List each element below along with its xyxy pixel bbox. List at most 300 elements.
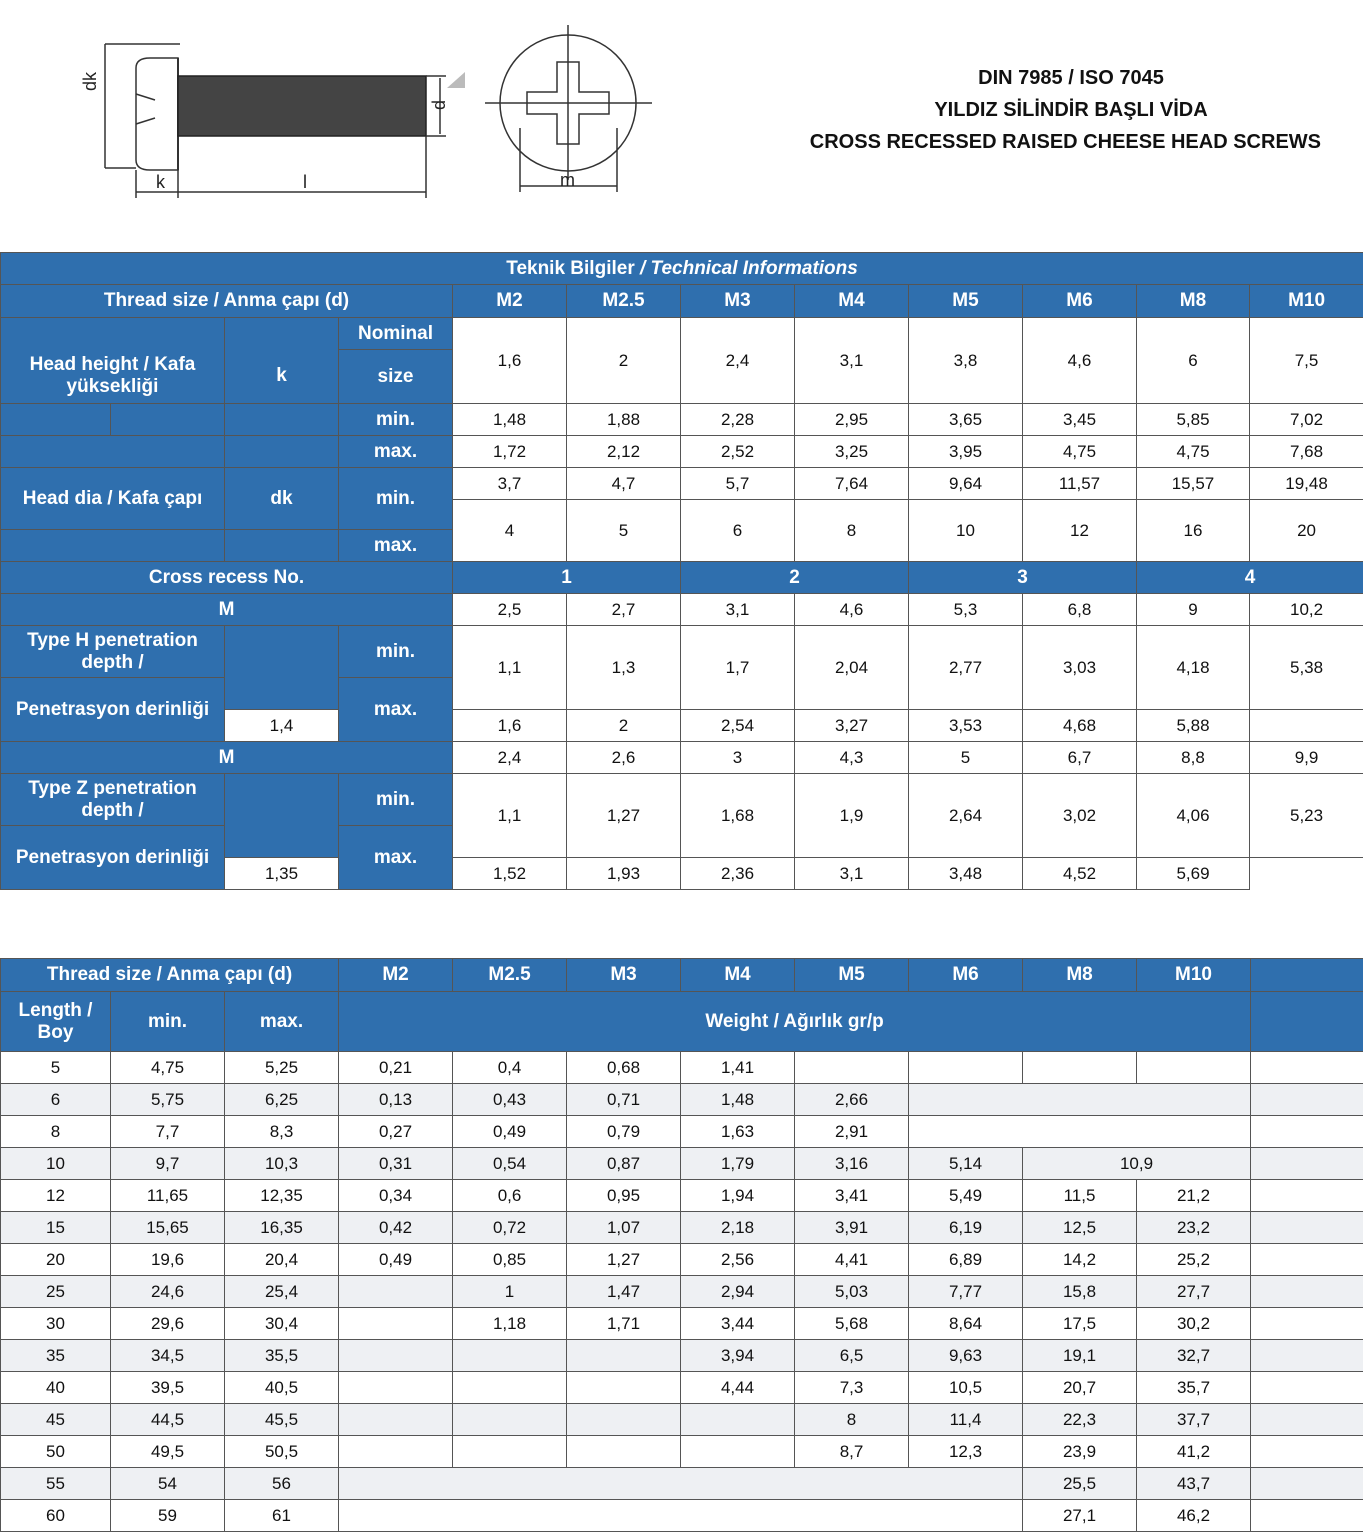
size-header-row [1, 285, 1363, 318]
weight-cell [339, 1372, 453, 1404]
type-z-m: 5 [909, 742, 1023, 774]
weight-cell: 11,5 [1023, 1180, 1137, 1212]
length-max-cell: 40,5 [225, 1372, 339, 1404]
length-cell: 20 [1, 1244, 111, 1276]
head-height-min: 3,65 [909, 404, 1023, 436]
type-z-min: 1,27 [567, 774, 681, 858]
head-height-max: 4,75 [1023, 436, 1137, 468]
size-col: M2.5 [453, 959, 567, 992]
type-h-max: 3,53 [909, 710, 1023, 742]
weight-cell: 0,21 [339, 1052, 453, 1084]
weight-row [1, 1340, 1363, 1372]
head-height-min: 1,48 [453, 404, 567, 436]
type-h-m: 4,6 [795, 594, 909, 626]
weight-row [1, 1404, 1363, 1436]
weight-cell: 0,6 [453, 1180, 567, 1212]
weight-cell: 1,79 [681, 1148, 795, 1180]
weight-cell: 1,48 [681, 1084, 795, 1116]
size-col: M8 [1023, 959, 1137, 992]
type-z-max: 3,1 [795, 858, 909, 890]
weight-cell [1137, 1052, 1251, 1084]
size-col: M2 [453, 285, 567, 318]
weight-cell: 0,42 [339, 1212, 453, 1244]
type-z-m: 8,8 [1137, 742, 1250, 774]
weight-row [1, 1052, 1363, 1084]
weight-cell: 5,49 [909, 1180, 1023, 1212]
length-max-cell: 45,5 [225, 1404, 339, 1436]
size-col: M6 [909, 959, 1023, 992]
title-block [761, 62, 1321, 158]
weight-cell: 3,94 [681, 1340, 795, 1372]
weight-cell: 2,94 [681, 1276, 795, 1308]
length-cell: 12 [1, 1180, 111, 1212]
length-max-cell: 6,25 [225, 1084, 339, 1116]
head-dia-min: 4,7 [567, 468, 681, 500]
weight-cell: 25,5 [1023, 1468, 1137, 1500]
weight-cell: 15,8 [1023, 1276, 1137, 1308]
weight-cell: 37,7 [1137, 1404, 1251, 1436]
weight-cell: 1,27 [567, 1244, 681, 1276]
screw-drawing [0, 0, 700, 240]
type-z-m: 3 [681, 742, 795, 774]
weight-row [1, 1084, 1363, 1116]
weight-cell [453, 1372, 567, 1404]
head-height-nominal: 4,6 [1023, 318, 1137, 404]
type-z-max: 1,93 [567, 858, 681, 890]
weight-cell: 1 [453, 1276, 567, 1308]
max-label: max. [339, 530, 453, 562]
weight-cell [909, 1084, 1251, 1116]
head-height-max: 4,75 [1137, 436, 1250, 468]
weight-cell [339, 1340, 453, 1372]
nominal-label: Nominal [339, 318, 453, 350]
length-max-label: max. [225, 992, 339, 1052]
head-dia-min: 9,64 [909, 468, 1023, 500]
weight-cell: 3,91 [795, 1212, 909, 1244]
cross-recess-value: 3 [909, 562, 1137, 594]
head-height-symbol: k [225, 350, 339, 404]
weight-cell: 0,34 [339, 1180, 453, 1212]
type-h-max: 2,54 [681, 710, 795, 742]
cross-recess-value: 1 [453, 562, 681, 594]
type-h-min: 1,1 [453, 626, 567, 710]
weight-cell: 1,07 [567, 1212, 681, 1244]
weight-cell: 5,03 [795, 1276, 909, 1308]
weight-cell [795, 1052, 909, 1084]
dim-m: m [560, 170, 575, 190]
weight-cell: 8,7 [795, 1436, 909, 1468]
max-label: max. [339, 826, 453, 890]
type-h-m: 9 [1137, 594, 1250, 626]
type-z-max: 2,36 [681, 858, 795, 890]
weight-cell: 12,3 [909, 1436, 1023, 1468]
length-cell: 35 [1, 1340, 111, 1372]
length-cell: 8 [1, 1116, 111, 1148]
head-height-max: 3,95 [909, 436, 1023, 468]
head-height-nominal: 2 [567, 318, 681, 404]
type-z-m-label: M [1, 742, 453, 774]
weight-cell: 3,44 [681, 1308, 795, 1340]
weight-cell: 2,56 [681, 1244, 795, 1276]
head-dia-max: 5 [567, 500, 681, 562]
weight-cell: 23,2 [1137, 1212, 1251, 1244]
min-label: min. [339, 774, 453, 826]
type-z-label-tr: Penetrasyon derinliği [1, 826, 225, 890]
weight-cell: 2,18 [681, 1212, 795, 1244]
head-height-min: 5,85 [1137, 404, 1250, 436]
type-z-max: 1,52 [453, 858, 567, 890]
type-h-max: 5,88 [1137, 710, 1250, 742]
weight-cell [339, 1276, 453, 1308]
type-z-max: 3,48 [909, 858, 1023, 890]
head-height-nominal: 1,6 [453, 318, 567, 404]
size-col: M6 [1023, 285, 1137, 318]
head-height-min: 2,95 [795, 404, 909, 436]
cross-recess-value: 2 [681, 562, 909, 594]
weight-cell: 20,7 [1023, 1372, 1137, 1404]
length-cell: 50 [1, 1436, 111, 1468]
size-label: size [339, 350, 453, 404]
size-col: M3 [567, 959, 681, 992]
head-dia-min: 15,57 [1137, 468, 1250, 500]
length-min-cell: 39,5 [111, 1372, 225, 1404]
size-col: M4 [795, 285, 909, 318]
weight-cell: 6,89 [909, 1244, 1023, 1276]
size-col: M2 [339, 959, 453, 992]
weight-cell [453, 1404, 567, 1436]
head-dia-max: 16 [1137, 500, 1250, 562]
length-min-cell: 7,7 [111, 1116, 225, 1148]
weight-cell: 27,7 [1137, 1276, 1251, 1308]
weight-cell [453, 1340, 567, 1372]
technical-heading-tr: Teknik Bilgiler [506, 258, 640, 279]
weight-cell: 0,95 [567, 1180, 681, 1212]
type-z-max: 5,69 [1137, 858, 1250, 890]
size-col: M10 [1137, 959, 1251, 992]
weight-cell: 0,72 [453, 1212, 567, 1244]
length-min-cell: 24,6 [111, 1276, 225, 1308]
type-h-min: 2,77 [909, 626, 1023, 710]
weight-cell: 0,27 [339, 1116, 453, 1148]
weight-cell [567, 1340, 681, 1372]
head-height-max: 7,68 [1250, 436, 1363, 468]
type-h-m: 10,2 [1250, 594, 1363, 626]
weight-cell [681, 1436, 795, 1468]
weight-cell: 0,49 [339, 1244, 453, 1276]
length-min-cell: 29,6 [111, 1308, 225, 1340]
head-dia-min: 7,64 [795, 468, 909, 500]
type-h-m: 6,8 [1023, 594, 1137, 626]
weight-row [1, 1500, 1363, 1532]
length-min-cell: 15,65 [111, 1212, 225, 1244]
type-z-m: 4,3 [795, 742, 909, 774]
weight-cell: 0,31 [339, 1148, 453, 1180]
length-min-cell: 19,6 [111, 1244, 225, 1276]
weight-cell: 1,63 [681, 1116, 795, 1148]
type-h-m: 2,7 [567, 594, 681, 626]
head-height-max: 1,72 [453, 436, 567, 468]
length-cell: 10 [1, 1148, 111, 1180]
weight-cell: 0,4 [453, 1052, 567, 1084]
length-max-cell: 35,5 [225, 1340, 339, 1372]
weight-cell: 4,41 [795, 1244, 909, 1276]
weight-cell: 0,49 [453, 1116, 567, 1148]
length-max-cell: 30,4 [225, 1308, 339, 1340]
weight-cell [567, 1404, 681, 1436]
length-cell: 15 [1, 1212, 111, 1244]
weight-cell: 35,7 [1137, 1372, 1251, 1404]
weight-row [1, 1148, 1363, 1180]
type-z-max: 4,52 [1023, 858, 1137, 890]
size-col: M3 [681, 285, 795, 318]
type-z-min: 4,06 [1137, 774, 1250, 858]
length-min-cell: 44,5 [111, 1404, 225, 1436]
weight-cell: 30,2 [1137, 1308, 1251, 1340]
title-standard: DIN 7985 / ISO 7045 [761, 62, 1321, 94]
weight-cell: 9,63 [909, 1340, 1023, 1372]
length-max-cell: 25,4 [225, 1276, 339, 1308]
dim-k: k [156, 172, 166, 192]
type-z-min: 1,9 [795, 774, 909, 858]
weight-cell: 0,54 [453, 1148, 567, 1180]
weight-cell: 3,41 [795, 1180, 909, 1212]
weight-cell: 23,9 [1023, 1436, 1137, 1468]
weight-label: Weight / Ağırlık gr/p [339, 992, 1251, 1052]
head-height-nominal: 3,1 [795, 318, 909, 404]
type-h-max: 2 [567, 710, 681, 742]
max-label: max. [339, 436, 453, 468]
length-min-cell: 34,5 [111, 1340, 225, 1372]
head-dia-max: 20 [1250, 500, 1363, 562]
weight-cell [453, 1436, 567, 1468]
head-height-min: 7,02 [1250, 404, 1363, 436]
head-dia-max: 6 [681, 500, 795, 562]
type-z-m: 6,7 [1023, 742, 1137, 774]
weight-cell [1023, 1052, 1137, 1084]
weight-cell: 46,2 [1137, 1500, 1251, 1532]
weight-row [1, 1372, 1363, 1404]
size-col: M8 [1137, 285, 1250, 318]
type-z-m: 2,4 [453, 742, 567, 774]
cross-recess-label: Cross recess No. [1, 562, 453, 594]
weight-cell: 0,13 [339, 1084, 453, 1116]
weight-cell: 27,1 [1023, 1500, 1137, 1532]
title-turkish: YILDIZ SİLİNDİR BAŞLI VİDA [761, 94, 1321, 126]
head-dia-min: 3,7 [453, 468, 567, 500]
length-max-cell: 50,5 [225, 1436, 339, 1468]
min-label: min. [339, 626, 453, 678]
length-min-cell: 4,75 [111, 1052, 225, 1084]
weight-cell: 43,7 [1137, 1468, 1251, 1500]
screw-top-view [485, 25, 652, 192]
head-height-min: 1,88 [567, 404, 681, 436]
head-height-nominal: 6 [1137, 318, 1250, 404]
type-h-min: 2,04 [795, 626, 909, 710]
weight-row [1, 1308, 1363, 1340]
weight-cell [909, 1052, 1023, 1084]
weight-cell: 22,3 [1023, 1404, 1137, 1436]
size-col: M4 [681, 959, 795, 992]
weight-table [0, 958, 1363, 1532]
length-min-cell: 9,7 [111, 1148, 225, 1180]
weight-cell [567, 1372, 681, 1404]
weight-cell: 0,85 [453, 1244, 567, 1276]
technical-heading [1, 253, 1363, 285]
weight-cell: 0,68 [567, 1052, 681, 1084]
length-max-cell: 16,35 [225, 1212, 339, 1244]
type-h-label-tr: Penetrasyon derinliği [1, 678, 225, 742]
weight-row [1, 1468, 1363, 1500]
head-dia-symbol: dk [225, 468, 339, 530]
type-z-max: 1,35 [225, 858, 339, 890]
type-z-label: Type Z penetration depth / [1, 774, 225, 826]
length-min-cell: 59 [111, 1500, 225, 1532]
thread-size-label: Thread size / Anma çapı (d) [1, 285, 453, 318]
weight-cell: 1,71 [567, 1308, 681, 1340]
size-col: M5 [795, 959, 909, 992]
length-max-cell: 61 [225, 1500, 339, 1532]
length-cell: 45 [1, 1404, 111, 1436]
head-dia-max: 4 [453, 500, 567, 562]
weight-cell: 5,14 [909, 1148, 1023, 1180]
length-min-cell: 11,65 [111, 1180, 225, 1212]
weight-cell: 7,77 [909, 1276, 1023, 1308]
head-height-nominal: 2,4 [681, 318, 795, 404]
head-dia-min: 11,57 [1023, 468, 1137, 500]
weight-cell: 21,2 [1137, 1180, 1251, 1212]
weight-cell: 0,87 [567, 1148, 681, 1180]
weight-cell: 11,4 [909, 1404, 1023, 1436]
min-label: min. [339, 468, 453, 530]
length-max-cell: 12,35 [225, 1180, 339, 1212]
title-english: CROSS RECESSED RAISED CHEESE HEAD SCREWS [761, 126, 1321, 158]
length-min-label: min. [111, 992, 225, 1052]
technical-heading-en: / Technical Informations [640, 258, 858, 279]
type-z-min: 1,68 [681, 774, 795, 858]
length-label: Length / Boy [1, 992, 111, 1052]
head-height-nominal: 3,8 [909, 318, 1023, 404]
length-max-cell: 10,3 [225, 1148, 339, 1180]
head-dia-max: 12 [1023, 500, 1137, 562]
weight-cell: 19,1 [1023, 1340, 1137, 1372]
weight-cell: 8,64 [909, 1308, 1023, 1340]
length-cell: 5 [1, 1052, 111, 1084]
weight-cell: 4,44 [681, 1372, 795, 1404]
type-h-min: 5,38 [1250, 626, 1363, 710]
weight-cell: 12,5 [1023, 1212, 1137, 1244]
head-dia-min: 19,48 [1250, 468, 1363, 500]
size-col: M2.5 [567, 285, 681, 318]
head-dia-min: 5,7 [681, 468, 795, 500]
dim-dk: dk [80, 71, 100, 91]
length-cell: 55 [1, 1468, 111, 1500]
head-dia-max: 10 [909, 500, 1023, 562]
technical-table [0, 252, 1363, 890]
length-min-cell: 49,5 [111, 1436, 225, 1468]
weight-row [1, 1244, 1363, 1276]
type-z-min: 3,02 [1023, 774, 1137, 858]
type-h-max: 3,27 [795, 710, 909, 742]
weight-cell: 0,43 [453, 1084, 567, 1116]
weight-cell: 2,66 [795, 1084, 909, 1116]
length-cell: 30 [1, 1308, 111, 1340]
weight-row [1, 1116, 1363, 1148]
weight-cell: 3,16 [795, 1148, 909, 1180]
length-min-cell: 5,75 [111, 1084, 225, 1116]
weight-cell [339, 1308, 453, 1340]
weight-row [1, 1436, 1363, 1468]
length-cell: 25 [1, 1276, 111, 1308]
weight-cell: 1,94 [681, 1180, 795, 1212]
head-height-min: 3,45 [1023, 404, 1137, 436]
weight-size-row [1, 959, 1363, 992]
type-z-m: 2,6 [567, 742, 681, 774]
type-z-min: 1,1 [453, 774, 567, 858]
weight-row [1, 1180, 1363, 1212]
length-cell: 60 [1, 1500, 111, 1532]
weight-cell [567, 1436, 681, 1468]
weight-cell: 17,5 [1023, 1308, 1137, 1340]
weight-cell [339, 1500, 1023, 1532]
length-max-cell: 20,4 [225, 1244, 339, 1276]
weight-cell: 5,68 [795, 1308, 909, 1340]
length-min-cell: 54 [111, 1468, 225, 1500]
weight-row [1, 1276, 1363, 1308]
weight-cell: 0,79 [567, 1116, 681, 1148]
type-z-m: 9,9 [1250, 742, 1363, 774]
type-h-m: 2,5 [453, 594, 567, 626]
head-dia-max: 8 [795, 500, 909, 562]
weight-cell: 6,19 [909, 1212, 1023, 1244]
weight-cell: 25,2 [1137, 1244, 1251, 1276]
weight-cell [681, 1404, 795, 1436]
weight-thread-label: Thread size / Anma çapı (d) [1, 959, 339, 992]
type-h-m: 3,1 [681, 594, 795, 626]
type-h-min: 1,3 [567, 626, 681, 710]
head-height-max: 2,12 [567, 436, 681, 468]
weight-cell: 14,2 [1023, 1244, 1137, 1276]
weight-cell: 1,18 [453, 1308, 567, 1340]
head-height-min: 2,28 [681, 404, 795, 436]
size-col: M10 [1250, 285, 1363, 318]
weight-cell: 0,71 [567, 1084, 681, 1116]
type-h-max: 4,68 [1023, 710, 1137, 742]
type-z-min: 5,23 [1250, 774, 1363, 858]
head-height-nominal: 7,5 [1250, 318, 1363, 404]
weight-cell: 1,41 [681, 1052, 795, 1084]
type-h-min: 3,03 [1023, 626, 1137, 710]
weight-cell: 10,5 [909, 1372, 1023, 1404]
weight-cell [339, 1404, 453, 1436]
dim-d: d [429, 100, 449, 110]
dim-l: l [303, 172, 307, 192]
head-height-label: Head height / Kafa yüksekliği [1, 350, 225, 404]
type-h-max: 1,6 [453, 710, 567, 742]
type-h-min: 1,7 [681, 626, 795, 710]
head-height-max: 2,52 [681, 436, 795, 468]
type-h-max: 1,4 [225, 710, 339, 742]
type-h-m-label: M [1, 594, 453, 626]
weight-cell: 10,9 [1023, 1148, 1251, 1180]
weight-cell [339, 1436, 453, 1468]
type-h-m: 5,3 [909, 594, 1023, 626]
weight-cell: 1,47 [567, 1276, 681, 1308]
length-max-cell: 8,3 [225, 1116, 339, 1148]
weight-cell: 6,5 [795, 1340, 909, 1372]
weight-cell [339, 1468, 1023, 1500]
type-z-min: 2,64 [909, 774, 1023, 858]
weight-cell: 8 [795, 1404, 909, 1436]
